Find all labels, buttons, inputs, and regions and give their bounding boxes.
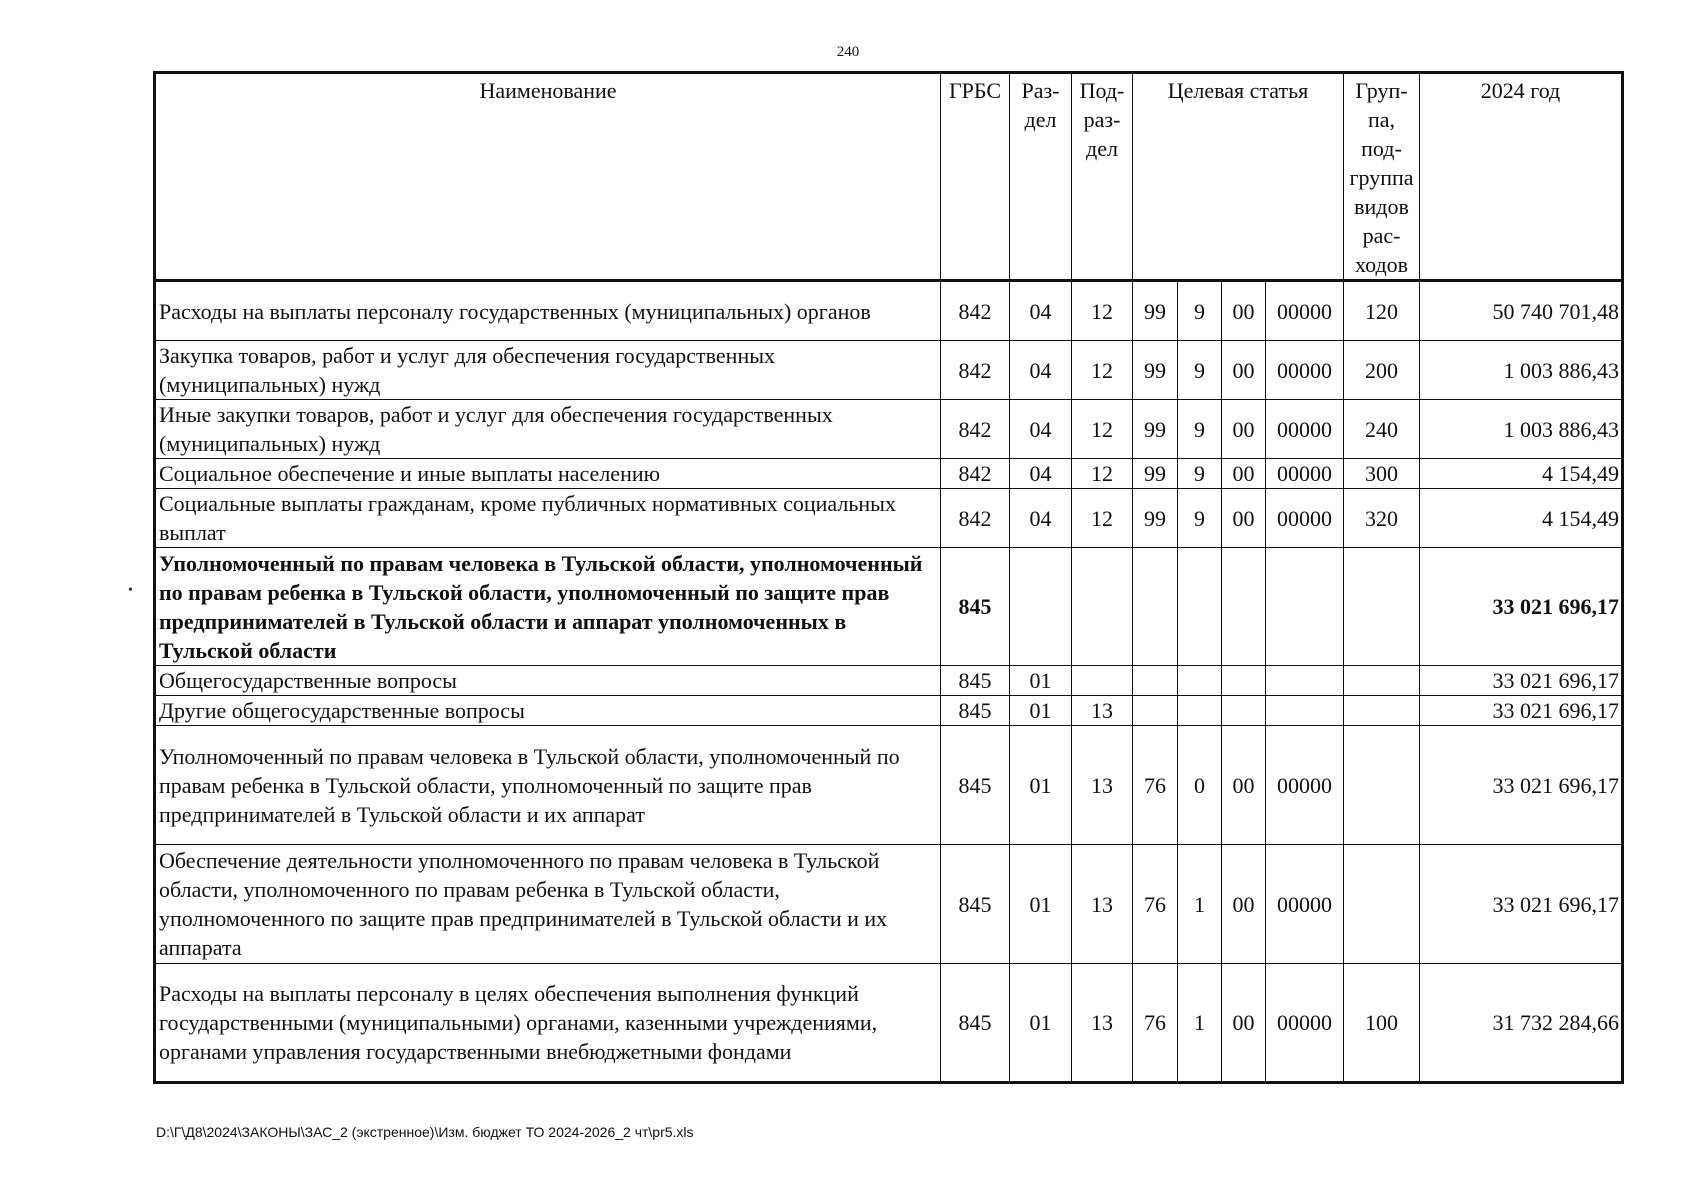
cell-target-program: 99 [1133,489,1178,548]
cell-podrazdel: 12 [1072,489,1133,548]
cell-target-program: 99 [1133,341,1178,400]
cell-expense-group: 240 [1344,400,1420,459]
cell-expense-group [1344,696,1420,726]
cell-grbs: 842 [941,459,1010,489]
cell-target-subprogram: 9 [1178,459,1222,489]
cell-podrazdel [1072,666,1133,696]
cell-razdel: 01 [1010,726,1072,845]
cell-grbs: 845 [941,696,1010,726]
cell-name: Другие общегосударственные вопросы [155,696,941,726]
cell-name: Иные закупки товаров, работ и услуг для обеспечения государственных (муниципальных) нужд [155,400,941,459]
cell-target-direction: 00000 [1266,341,1344,400]
cell-name: Социальное обеспечение и иные выплаты населению [155,459,941,489]
table-row [155,459,1623,489]
page-number: 240 [836,44,860,60]
cell-amount: 1 003 886,43 [1420,341,1623,400]
header-target-article: Целевая статья [1133,73,1344,281]
cell-target-program: 76 [1133,964,1178,1083]
footer-file-path: D:\Г\Д8\2024\ЗАКОНЫ\ЗАС_2 (экстренное)\Изм. бюджет ТО 2024-2026_2 чт\pr5.xls [156,1124,694,1140]
cell-razdel [1010,548,1072,666]
cell-amount: 33 021 696,17 [1420,696,1623,726]
table-row [155,400,1623,459]
cell-name: Закупка товаров, работ и услуг для обеспечения государственных (муниципальных) нужд [155,341,941,400]
cell-razdel: 04 [1010,400,1072,459]
cell-podrazdel: 12 [1072,400,1133,459]
cell-podrazdel [1072,548,1133,666]
cell-target-event: 00 [1222,400,1266,459]
cell-amount: 1 003 886,43 [1420,400,1623,459]
cell-target-program [1133,666,1178,696]
cell-grbs: 842 [941,489,1010,548]
cell-amount: 33 021 696,17 [1420,548,1623,666]
cell-podrazdel: 13 [1072,696,1133,726]
cell-amount: 33 021 696,17 [1420,845,1623,964]
cell-target-direction: 00000 [1266,459,1344,489]
cell-target-event [1222,666,1266,696]
cell-target-event: 00 [1222,726,1266,845]
cell-expense-group: 200 [1344,341,1420,400]
cell-name: Общегосударственные вопросы [155,666,941,696]
table-row [155,696,1623,726]
cell-target-direction [1266,666,1344,696]
cell-podrazdel: 12 [1072,459,1133,489]
table-row [155,964,1623,1083]
scan-speck: • [128,583,133,598]
cell-name: Обеспечение деятельности уполномоченного по правам человека в Тульской области, уполномоченного по правам ребенка в Тульской области, уполномоченного по защите прав предпринимателей в Тульской области и их аппарата [155,845,941,964]
table-row [155,489,1623,548]
cell-target-subprogram: 9 [1178,341,1222,400]
cell-target-direction [1266,548,1344,666]
cell-podrazdel: 12 [1072,281,1133,341]
cell-amount: 4 154,49 [1420,489,1623,548]
cell-amount: 33 021 696,17 [1420,666,1623,696]
header-podrazdel: Под-раз-дел [1072,73,1133,281]
cell-target-direction: 00000 [1266,489,1344,548]
cell-expense-group: 120 [1344,281,1420,341]
cell-target-subprogram [1178,666,1222,696]
header-grbs: ГРБС [941,73,1010,281]
cell-grbs: 842 [941,281,1010,341]
cell-expense-group: 320 [1344,489,1420,548]
table-row [155,341,1623,400]
cell-target-program: 76 [1133,726,1178,845]
cell-name: Расходы на выплаты персоналу в целях обеспечения выполнения функций государственными (муниципальными) органами, казенными учреждениями, органами управления государственными внебюджетными фондами [155,964,941,1083]
header-year: 2024 год [1420,73,1623,281]
cell-target-program: 99 [1133,281,1178,341]
table-row [155,548,1623,666]
cell-name: Уполномоченный по правам человека в Тульской области, уполномоченный по правам ребенка в Тульской области, уполномоченный по защите прав предпринимателей в Тульской области и аппарат уполномоченных в Тульской области [155,548,941,666]
cell-target-event [1222,696,1266,726]
cell-target-program [1133,696,1178,726]
cell-target-event: 00 [1222,489,1266,548]
cell-razdel: 01 [1010,696,1072,726]
cell-name: Расходы на выплаты персоналу государственных (муниципальных) органов [155,281,941,341]
cell-target-subprogram [1178,696,1222,726]
cell-razdel: 04 [1010,281,1072,341]
table-row [155,726,1623,845]
cell-podrazdel: 13 [1072,726,1133,845]
cell-target-direction: 00000 [1266,964,1344,1083]
header-expense-group: Груп-па, под-группа видов рас-ходов [1344,73,1420,281]
cell-target-direction: 00000 [1266,726,1344,845]
cell-podrazdel: 13 [1072,964,1133,1083]
cell-expense-group: 300 [1344,459,1420,489]
cell-target-subprogram: 9 [1178,281,1222,341]
cell-target-subprogram [1178,548,1222,666]
cell-grbs: 842 [941,341,1010,400]
cell-amount: 33 021 696,17 [1420,726,1623,845]
cell-target-subprogram: 1 [1178,845,1222,964]
cell-target-subprogram: 0 [1178,726,1222,845]
cell-target-event: 00 [1222,845,1266,964]
cell-grbs: 842 [941,400,1010,459]
cell-target-subprogram: 9 [1178,400,1222,459]
table-row [155,666,1623,696]
cell-razdel: 01 [1010,964,1072,1083]
cell-amount: 50 740 701,48 [1420,281,1623,341]
cell-podrazdel: 12 [1072,341,1133,400]
cell-razdel: 04 [1010,489,1072,548]
table-header-row [155,73,1623,281]
cell-name: Уполномоченный по правам человека в Тульской области, уполномоченный по правам ребенка в Тульской области, уполномоченный по защите прав предпринимателей в Тульской области и их аппарат [155,726,941,845]
cell-target-subprogram: 9 [1178,489,1222,548]
cell-expense-group [1344,548,1420,666]
cell-expense-group [1344,666,1420,696]
cell-target-direction [1266,696,1344,726]
cell-expense-group: 100 [1344,964,1420,1083]
header-name: Наименование [155,73,941,281]
cell-target-direction: 00000 [1266,281,1344,341]
cell-target-event: 00 [1222,964,1266,1083]
table-row [155,845,1623,964]
cell-razdel: 01 [1010,845,1072,964]
cell-grbs: 845 [941,548,1010,666]
cell-grbs: 845 [941,666,1010,696]
header-razdel: Раз-дел [1010,73,1072,281]
cell-target-event [1222,548,1266,666]
cell-grbs: 845 [941,845,1010,964]
cell-grbs: 845 [941,964,1010,1083]
cell-target-program [1133,548,1178,666]
cell-razdel: 04 [1010,341,1072,400]
cell-target-direction: 00000 [1266,400,1344,459]
cell-amount: 4 154,49 [1420,459,1623,489]
cell-grbs: 845 [941,726,1010,845]
cell-target-subprogram: 1 [1178,964,1222,1083]
cell-target-event: 00 [1222,459,1266,489]
cell-razdel: 01 [1010,666,1072,696]
cell-razdel: 04 [1010,459,1072,489]
cell-target-program: 76 [1133,845,1178,964]
cell-target-event: 00 [1222,341,1266,400]
cell-expense-group [1344,726,1420,845]
cell-target-program: 99 [1133,459,1178,489]
cell-amount: 31 732 284,66 [1420,964,1623,1083]
cell-podrazdel: 13 [1072,845,1133,964]
table-row [155,281,1623,341]
cell-target-event: 00 [1222,281,1266,341]
cell-expense-group [1344,845,1420,964]
cell-target-direction: 00000 [1266,845,1344,964]
budget-table [153,71,1624,1084]
cell-target-program: 99 [1133,400,1178,459]
cell-name: Социальные выплаты гражданам, кроме публичных нормативных социальных выплат [155,489,941,548]
